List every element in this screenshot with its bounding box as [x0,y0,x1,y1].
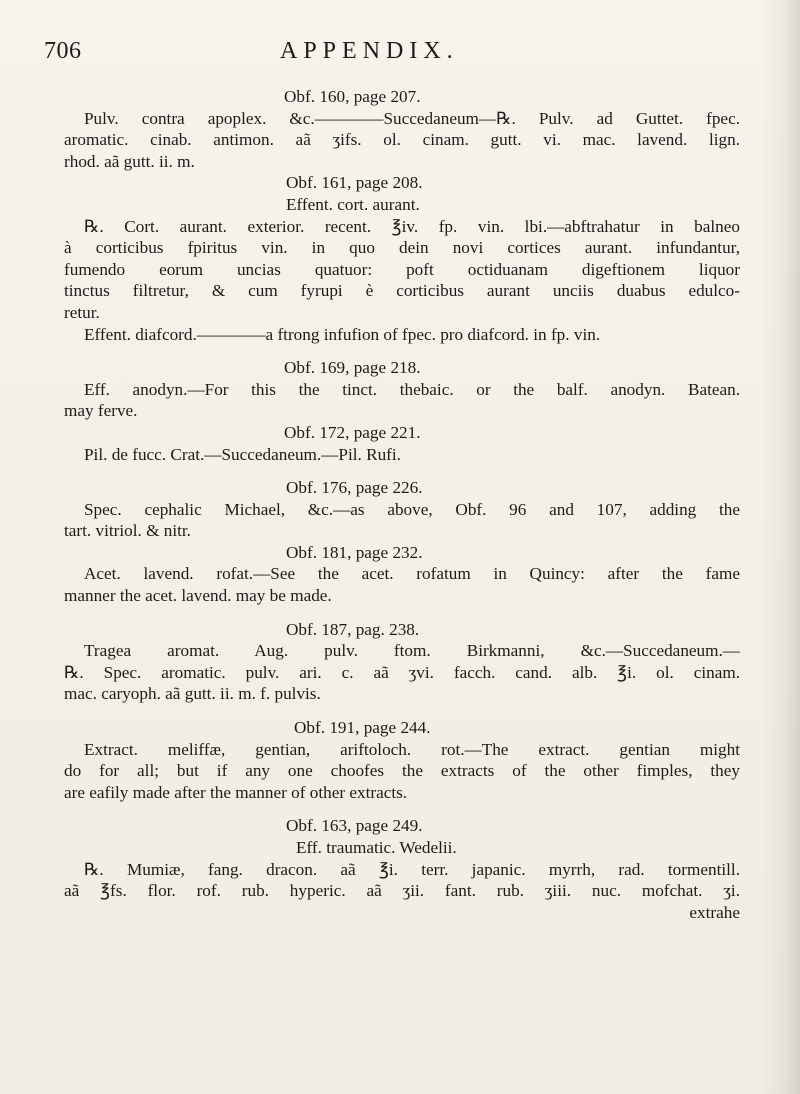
page-edge-shadow [760,0,800,1094]
paragraph-gap [64,803,740,815]
text-line: Pulv. contra apoplex. &c.————Succedaneum—℞. Pulv. ad Guttet. fpec. [84,108,740,128]
text-line: Pil. de fucc. Crat.—Succedaneum.—Pil. Rufi. [84,444,401,464]
text-line: ℞. Spec. aromatic. pulv. ari. c. aã ʒvi. facch. cand. alb. ℥i. ol. cinam. [64,662,740,682]
paragraph-gap [64,345,740,357]
text-line: Effent. diafcord.————a ftrong infufion of fpec. pro diafcord. in fp. vin. [84,324,601,344]
text-line: Eff. anodyn.—For this the tinct. thebaic. or the balf. anodyn. Batean. [84,379,740,399]
section-heading: Eff. traumatic. Wedelii. [296,838,457,857]
text-line: Acet. lavend. rofat.—See the acet. rofatum in Quincy: after the fame [84,564,740,584]
section-heading: Obf. 191, page 244. [294,718,431,738]
text-line: ℞. Cort. aurant. exterior. recent. ℥iv. fp. vin. lbi.—abftrahatur in balneo [84,216,740,236]
section-heading: Obf. 169, page 218. [284,358,421,378]
section-heading: Obf. 160, page 207. [284,87,421,106]
text-line: mac. caryoph. aã gutt. ii. m. f. pulvis. [64,684,321,704]
section-heading: Obf. 181, page 232. [286,542,423,562]
text-line: aromatic. cinab. antimon. aã ʒifs. ol. cinam. gutt. vi. mac. lavend. lign. [64,130,740,150]
text-line: manner the acet. lavend. may be made. [64,586,332,606]
text-line: ℞. Mumiæ, fang. dracon. aã ℥i. terr. japanic. myrrh, rad. tormentill. [84,859,740,879]
running-title: APPENDIX. [280,38,459,64]
section-heading: Obf. 163, page 249. [286,816,423,836]
text-line: do for all; but if any one choofes the extracts of the other fimples, they [64,761,740,781]
section-heading: Obf. 187, pag. 238. [286,619,420,639]
text-line: extrahe [689,902,740,922]
section-heading: Obf. 161, page 208. [286,173,423,193]
section-heading: Effent. cort. aurant. [286,194,420,214]
text-line: fumendo eorum uncias quatuor: poft octiduanam digeftionem liquor [64,259,740,279]
section-heading: Obf. 172, page 221. [284,422,421,442]
text-line: aã ℥fs. flor. rof. rub. hyperic. aã ʒii. fant. rub. ʒiii. nuc. mofchat. ʒi. [64,881,740,901]
page-number: 706 [44,38,82,64]
section-heading: Obf. 176, page 226. [286,478,423,498]
text-line: Spec. cephalic Michael, &c.—as above, Obf. 96 and 107, adding the [84,499,740,519]
text-line: Tragea aromat. Aug. pulv. ftom. Birkmanni, &c.—Succedaneum.— [84,641,740,661]
page-body [64,86,740,923]
paragraph-gap [64,465,740,477]
text-line: tinctus filtretur, & cum fyrupi è corticibus aurant unciis duabus edulco- [64,281,740,301]
text-line: may ferve. [64,401,138,421]
paragraph-gap [64,607,740,619]
paragraph-gap [64,705,740,717]
text-line: are eafily made after the manner of other extracts. [64,782,408,802]
text-line: rhod. aã gutt. ii. m. [64,151,195,171]
page-header [0,38,800,72]
text-line: retur. [64,302,100,322]
text-line: à corticibus fpiritus vin. in quo dein novi cortices aurant. infundantur, [64,238,740,258]
text-line: Extract. meliffæ, gentian, ariftoloch. rot.—The extract. gentian might [84,739,740,759]
text-line: tart. vitriol. & nitr. [64,521,191,541]
